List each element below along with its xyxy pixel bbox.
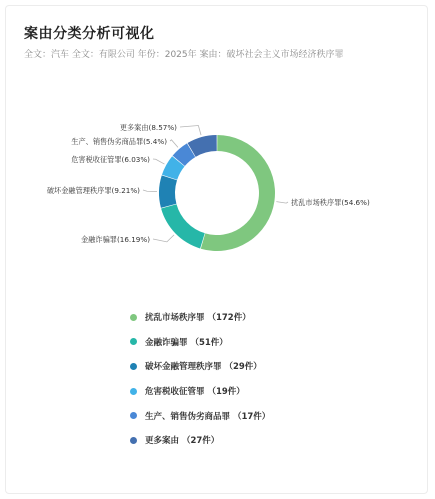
label-leader-line <box>180 126 201 136</box>
slice-data-label: 扰乱市场秩序罪(54.6%) <box>291 198 370 207</box>
legend-item[interactable] <box>130 330 270 355</box>
slice-data-label: 金融诈骗罪(16.19%) <box>81 235 150 244</box>
legend-label: 金融诈骗罪 （51件） <box>145 337 228 348</box>
legend-color-dot <box>130 388 137 395</box>
label-leader-line <box>276 202 288 203</box>
legend-label: 危害税收征管罪 （19件） <box>145 387 245 398</box>
legend-color-dot <box>130 338 137 345</box>
legend-item[interactable] <box>130 428 270 453</box>
donut-slice[interactable] <box>159 175 177 207</box>
chart-legend <box>130 305 270 453</box>
legend-label: 生产、销售伪劣商品罪 （17件） <box>145 411 271 422</box>
legend-color-dot <box>130 437 137 444</box>
legend-item[interactable] <box>130 305 270 330</box>
slice-data-label: 生产、销售伪劣商品罪(5.4%) <box>71 137 167 146</box>
legend-color-dot <box>130 314 137 321</box>
legend-label: 破坏金融管理秩序罪 （29件） <box>145 362 262 373</box>
label-leader-line <box>170 140 178 148</box>
legend-item[interactable] <box>130 403 270 428</box>
legend-item[interactable] <box>130 354 270 379</box>
legend-label: 更多案由 （27件） <box>145 436 220 447</box>
legend-label: 扰乱市场秩序罪 （172件） <box>145 313 251 324</box>
legend-item[interactable] <box>130 379 270 404</box>
legend-color-dot <box>130 412 137 419</box>
label-leader-line <box>143 190 157 192</box>
chart-title: 案由分类分析可视化 <box>24 26 155 42</box>
donut-slice[interactable] <box>201 135 275 251</box>
legend-color-dot <box>130 363 137 370</box>
label-leader-line <box>153 159 164 164</box>
chart-filter-subtitle: 全文：汽车 全文：有限公司 年份：2025年 案由：破坏社会主义市场经济秩序罪 <box>24 50 344 60</box>
slice-data-label: 危害税收征管罪(6.03%) <box>71 155 150 164</box>
label-leader-line <box>153 235 174 242</box>
slice-data-label: 破坏金融管理秩序罪(9.21%) <box>46 186 140 195</box>
donut-slice[interactable] <box>161 204 205 248</box>
slice-data-label: 更多案由(8.57%) <box>119 123 177 132</box>
